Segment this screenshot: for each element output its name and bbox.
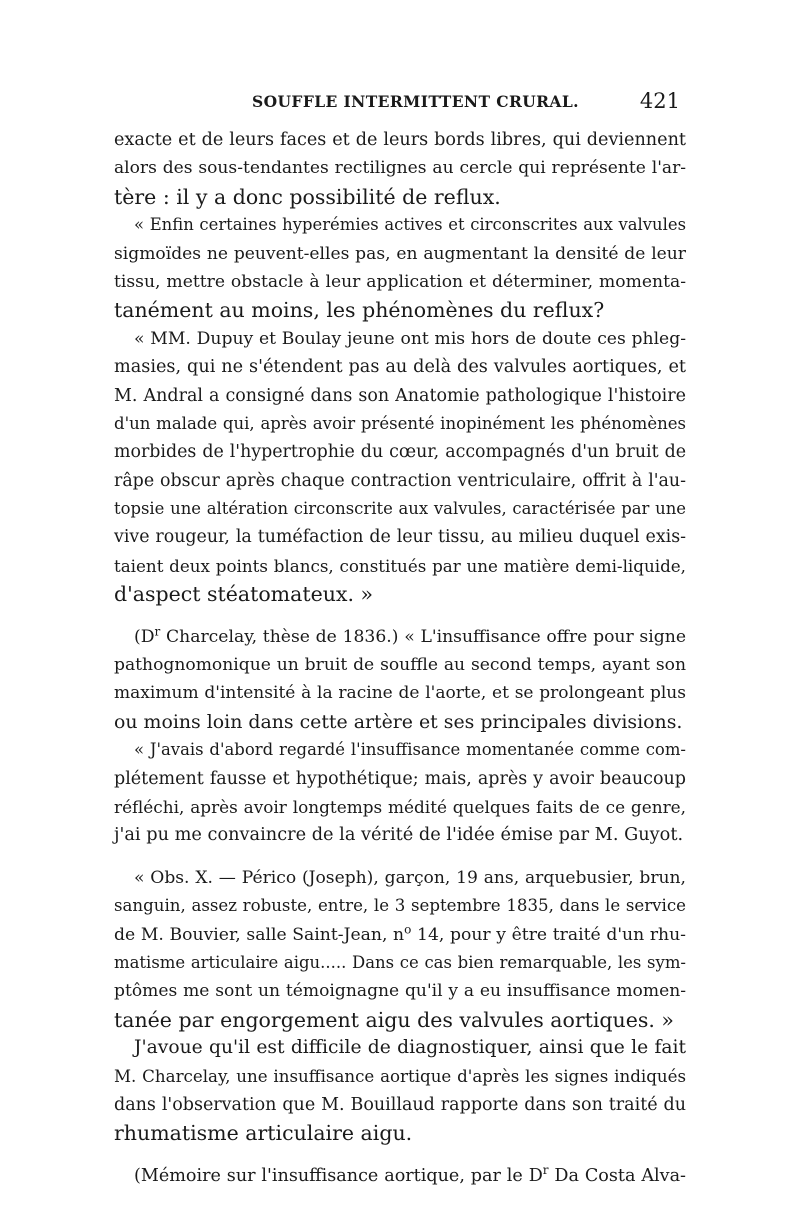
text-line: taient deux points blancs, constitués par une matière demi-liquide,: [114, 555, 686, 576]
text-line: pathognomonique un bruit de souffle au second temps, ayant son: [114, 655, 686, 676]
text-line: topsie une altération circonscrite aux valvules, caractérisée par une: [114, 499, 686, 519]
text-line: tissu, mettre obstacle à leur application et déterminer, momenta-: [114, 271, 686, 292]
text-line: exacte et de leurs faces et de leurs bords libres, qui deviennent: [114, 130, 686, 150]
line-start: (Mémoire sur l'insuffisance aortique, par le D: [134, 1165, 543, 1186]
text-line: vive rougeur, la tuméfaction de leur tissu, au milieu duquel exis-: [114, 527, 686, 548]
running-head: [112, 89, 682, 118]
line-rest: 14, pour y être traité d'un rhu-: [411, 924, 686, 945]
text-line: [114, 864, 686, 892]
text-line: morbides de l'hypertrophie du cœur, accompagnés d'un bruit de: [114, 442, 686, 463]
paragraph-gap: [114, 850, 686, 864]
body-text: [114, 126, 686, 1190]
running-title: SOUFFLE INTERMITTENT CRURAL.: [252, 92, 579, 111]
citation-rest: Charcelay, thèse de 1836.): [160, 626, 399, 647]
paragraph-gap: [114, 609, 686, 623]
text-line: J'avoue qu'il est difficile de diagnostiquer, ainsi que le fait: [134, 1037, 686, 1059]
text-line: dans l'observation que M. Bouillaud rapporte dans son traité du: [114, 1094, 686, 1115]
observation-label: « Obs. X.: [134, 867, 213, 888]
text-line: [114, 623, 686, 651]
text-line: rhumatisme articulaire aigu.: [114, 1121, 413, 1146]
line-rest: « L'insuffisance offre pour signe: [398, 626, 686, 647]
text-line: sigmoïdes ne peuvent-elles pas, en augmentant la densité de leur: [114, 243, 686, 264]
text-line: maximum d'intensité à la racine de l'aorte, et se prolongeant plus: [114, 683, 686, 704]
text-line: masies, qui ne s'étendent pas au delà des valvules aortiques, et: [114, 357, 686, 378]
text-line: râpe obscur après chaque contraction ventriculaire, offrit à l'au-: [114, 470, 686, 491]
text-line: plétement fausse et hypothétique; mais, après y avoir beaucoup: [114, 768, 686, 789]
page-number: 421: [639, 89, 680, 113]
text-line: ptômes me sont un témoignagne qu'il y a eu insuffisance momen-: [114, 981, 686, 1002]
citation-start: (D: [134, 626, 155, 647]
text-line: [114, 1162, 686, 1190]
text-line: « J'avais d'abord regardé l'insuffisance momentanée comme com-: [134, 740, 686, 760]
text-line: matisme articulaire aigu..... Dans ce cas bien remarquable, les sym-: [114, 952, 686, 972]
text-line: ou moins loin dans cette artère et ses principales divisions.: [114, 710, 683, 733]
text-line: j'ai pu me convaincre de la vérité de l'idée émise par M. Guyot.: [114, 825, 684, 846]
text-line: M. Charcelay, une insuffisance aortique d'après les signes indiqués: [114, 1066, 686, 1086]
text-line: tanément au moins, les phénomènes du reflux?: [114, 298, 605, 323]
title-superscript: r: [542, 1162, 549, 1177]
paragraph-gap: [114, 1148, 686, 1162]
text-line: « Enfin certaines hyperémies actives et circonscrites aux valvules: [134, 215, 686, 235]
text-line: tère : il y a donc possibilité de reflux.: [114, 184, 501, 209]
line-rest: — Périco (Joseph), garçon, 19 ans, arquebusier, brun,: [212, 867, 686, 888]
text-line: « MM. Dupuy et Boulay jeune ont mis hors de doute ces phleg-: [134, 328, 686, 349]
text-line: d'un malade qui, après avoir présenté inopinément les phénomènes: [114, 413, 686, 433]
text-line: sanguin, assez robuste, entre, le 3 septembre 1835, dans le service: [114, 896, 686, 916]
text-line: tanée par engorgement aigu des valvules aortiques. »: [114, 1007, 674, 1032]
citation-superscript: r: [154, 623, 161, 638]
line-start: de M. Bouvier, salle Saint-Jean, n: [114, 924, 405, 945]
line-rest: Da Costa Alva-: [548, 1165, 686, 1186]
text-line: [114, 921, 686, 949]
text-line: M. Andral a consigné dans son Anatomie pathologique l'histoire: [114, 385, 686, 406]
text-line: d'aspect stéatomateux. »: [114, 582, 374, 607]
text-line: alors des sous-tendantes rectilignes au cercle qui représente l'ar-: [114, 158, 686, 179]
number-superscript: o: [404, 921, 412, 936]
text-line: réfléchi, après avoir longtemps médité quelques faits de ce genre,: [114, 796, 686, 817]
